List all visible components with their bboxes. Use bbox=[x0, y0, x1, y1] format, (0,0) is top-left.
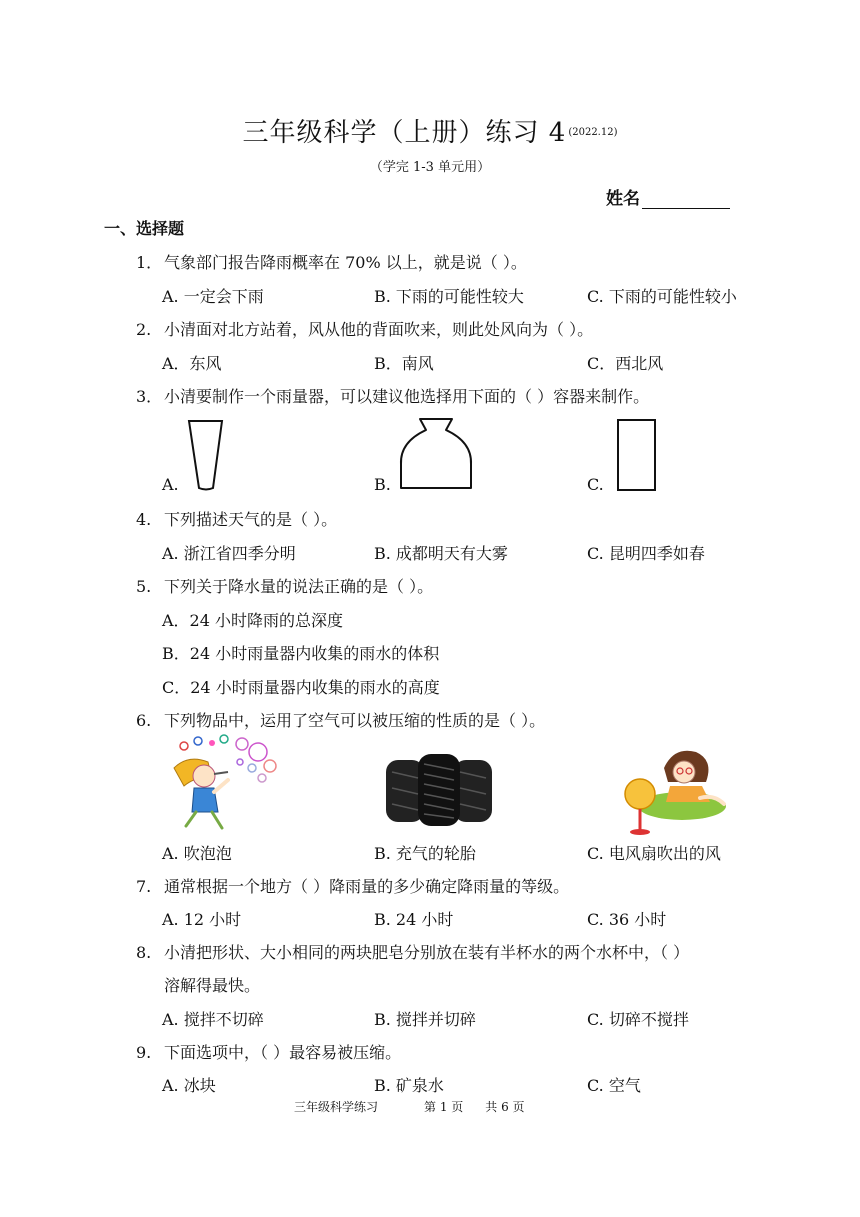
tapered-cup-image[interactable] bbox=[186, 418, 226, 492]
question-number: 8. bbox=[136, 943, 152, 962]
question-number: 9. bbox=[136, 1043, 152, 1062]
option-b[interactable]: B. 搅拌并切碎 bbox=[374, 1010, 476, 1029]
question-7 bbox=[136, 874, 569, 897]
vase-image[interactable] bbox=[396, 416, 476, 492]
question-8 bbox=[136, 940, 689, 963]
option-a[interactable]: A. 12 小时 bbox=[162, 910, 242, 929]
option-a[interactable]: A. bbox=[162, 475, 179, 494]
straight-cylinder-image[interactable] bbox=[616, 418, 658, 492]
question-text: 下列关于降水量的说法正确的是（ ）。 bbox=[164, 577, 434, 596]
option-a[interactable]: A. 冰块 bbox=[162, 1076, 216, 1095]
option-c[interactable]: C. 下雨的可能性较小 bbox=[587, 287, 737, 306]
question-4 bbox=[136, 507, 337, 530]
question-number: 5. bbox=[136, 577, 152, 596]
title-date: (2022.12) bbox=[568, 127, 618, 138]
option-c[interactable]: C. 昆明四季如春 bbox=[587, 544, 705, 563]
question-text: 小清面对北方站着，风从他的背面吹来，则此处风向为（ ）。 bbox=[164, 320, 594, 339]
question-8-continued: 溶解得最快。 bbox=[164, 976, 261, 995]
option-b[interactable]: B. 成都明天有大雾 bbox=[374, 544, 508, 563]
option-a[interactable]: A. 浙江省四季分明 bbox=[162, 544, 296, 563]
footer-page: 第 1 页 bbox=[424, 1100, 464, 1114]
option-b[interactable]: B．24 小时雨量器内收集的雨水的体积 bbox=[162, 644, 440, 663]
page-footer bbox=[294, 1098, 571, 1115]
option-c[interactable]: C．西北风 bbox=[587, 354, 664, 373]
option-a[interactable]: A. 吹泡泡 bbox=[162, 844, 232, 863]
option-b[interactable]: B. 24 小时 bbox=[374, 910, 454, 929]
question-1 bbox=[136, 250, 527, 273]
page-title bbox=[0, 112, 860, 149]
title-text: 三年级科学（上册）练习 4 bbox=[242, 118, 567, 148]
footer-name: 三年级科学练习 bbox=[294, 1100, 379, 1114]
option-b[interactable]: B. 矿泉水 bbox=[374, 1076, 444, 1095]
section-title: 一、选择题 bbox=[104, 219, 185, 238]
question-text: 下列物品中，运用了空气可以被压缩的性质的是（ ）。 bbox=[164, 711, 546, 730]
option-c[interactable]: C. 空气 bbox=[587, 1076, 641, 1095]
option-a[interactable]: A. 搅拌不切碎 bbox=[162, 1010, 264, 1029]
option-a[interactable]: A．24 小时降雨的总深度 bbox=[162, 611, 344, 630]
name-blank-line[interactable] bbox=[642, 190, 730, 209]
question-6 bbox=[136, 708, 545, 731]
question-number: 3． bbox=[136, 387, 163, 406]
option-a[interactable]: A. 一定会下雨 bbox=[162, 287, 264, 306]
option-c[interactable]: C. 36 小时 bbox=[587, 910, 667, 929]
option-b[interactable]: B. bbox=[374, 475, 391, 494]
option-a[interactable]: A．东风 bbox=[162, 354, 222, 373]
question-text: 下列描述天气的是（ ）。 bbox=[164, 510, 338, 529]
question-text: 小清把形状、大小相同的两块肥皂分别放在装有半杯水的两个水杯中，（ ） bbox=[164, 943, 690, 962]
name-field[interactable] bbox=[606, 184, 730, 209]
question-3 bbox=[136, 384, 649, 407]
question-number: 6. bbox=[136, 711, 152, 730]
question-text: 气象部门报告降雨概率在 70% 以上，就是说（ ）。 bbox=[164, 253, 527, 272]
name-label: 姓名 bbox=[606, 189, 640, 209]
girl-with-fan-image[interactable] bbox=[610, 744, 730, 836]
question-text: 通常根据一个地方（ ）降雨量的多少确定降雨量的等级。 bbox=[164, 877, 570, 896]
question-number: 2. bbox=[136, 320, 152, 339]
question-text: 下面选项中，（ ）最容易被压缩。 bbox=[164, 1043, 402, 1062]
option-c[interactable]: C. 切碎不搅拌 bbox=[587, 1010, 689, 1029]
tires-image[interactable] bbox=[384, 752, 494, 828]
subtitle: （学完 1-3 单元用） bbox=[369, 160, 491, 175]
option-b[interactable]: B．南风 bbox=[374, 354, 434, 373]
question-number: 7. bbox=[136, 877, 152, 896]
option-c[interactable]: C．24 小时雨量器内收集的雨水的高度 bbox=[162, 678, 440, 697]
question-number: 4. bbox=[136, 510, 152, 529]
option-c[interactable]: C. bbox=[587, 475, 604, 494]
question-5 bbox=[136, 574, 433, 597]
question-number: 1． bbox=[136, 253, 163, 272]
option-b[interactable]: B. 充气的轮胎 bbox=[374, 844, 476, 863]
option-c[interactable]: C. 电风扇吹出的风 bbox=[587, 844, 721, 863]
footer-total: 共 6 页 bbox=[485, 1100, 525, 1114]
girl-blowing-bubbles-image[interactable] bbox=[166, 732, 282, 832]
question-9 bbox=[136, 1040, 401, 1063]
option-b[interactable]: B. 下雨的可能性较大 bbox=[374, 287, 524, 306]
question-text: 小清要制作一个雨量器，可以建议他选择用下面的（ ）容器来制作。 bbox=[164, 387, 650, 406]
question-2 bbox=[136, 317, 593, 340]
